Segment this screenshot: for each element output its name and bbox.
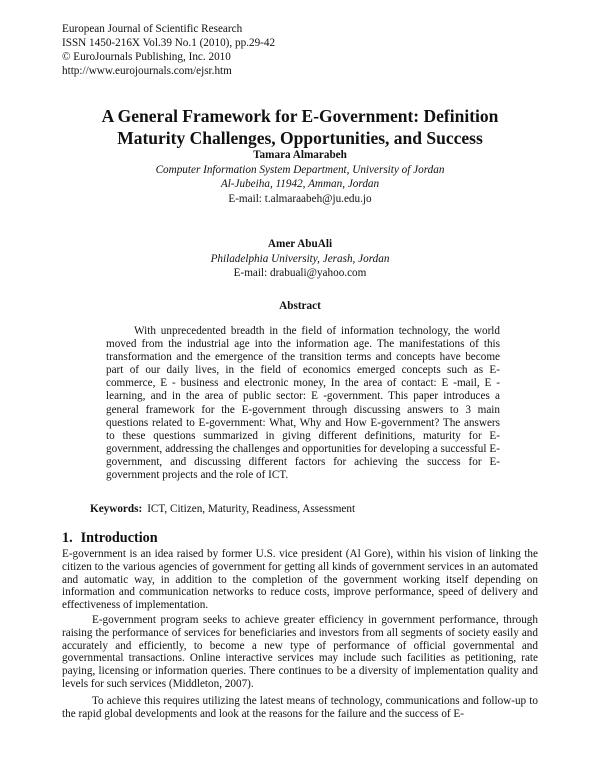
title-line-2: Maturity Challenges, Opportunities, and Success <box>117 128 483 148</box>
body-paragraph-2: E-government program seeks to achieve greater efficiency in government performance, through raising the performance of services for beneficiaries and investors from all segments of society easily and accurately and efficiently, to become a new type of performance of official governmental and governmental transactions. Online interactive services may include such facilities as petitioning, rate paying, licensing or information queries. There continues to be a diversity of implementation quality and levels for such services (Middleton, 2007). <box>62 614 538 690</box>
journal-header <box>62 22 275 78</box>
journal-issn: ISSN 1450-216X Vol.39 No.1 (2010), pp.29-42 <box>62 37 276 49</box>
keywords-label: Keywords: <box>90 503 143 515</box>
keywords-value: ICT, Citizen, Maturity, Readiness, Assessment <box>147 503 356 515</box>
keywords <box>90 503 355 515</box>
body-paragraph-1: E-government is an idea raised by former U.S. vice president (Al Gore), within his vision of linking the citizen to the various agencies of government for getting all kinds of government services in an automated and automatic way, in addition to the completion of the government working itself depending on information and communication networks to reduce costs, improve performance, speed of delivery and effectiveness of implementation. <box>62 548 538 612</box>
author-block-2 <box>62 237 538 281</box>
author-email: E-mail: t.almaraabeh@ju.edu.jo <box>228 192 372 205</box>
journal-copyright: © EuroJournals Publishing, Inc. 2010 <box>62 51 231 63</box>
author-email: E-mail: drabuali@yahoo.com <box>233 267 367 280</box>
author-affiliation: Computer Information System Department, University of Jordan <box>155 163 445 176</box>
author-name: Tamara Almarabeh <box>253 149 347 161</box>
paper-title <box>62 105 538 149</box>
journal-name: European Journal of Scientific Research <box>62 23 243 35</box>
author-affiliation: Philadelphia University, Jerash, Jordan <box>210 252 390 265</box>
journal-url: http://www.eurojournals.com/ejsr.htm <box>62 65 232 77</box>
abstract-heading: Abstract <box>279 300 321 312</box>
author-block-1 <box>62 148 538 206</box>
section-heading <box>62 530 166 547</box>
author-address: Al-Jubeiha, 11942, Amman, Jordan <box>220 178 380 191</box>
author-name: Amer AbuAli <box>267 238 333 250</box>
title-line-1: A General Framework for E-Government: Definition <box>101 106 499 126</box>
body-paragraph-3: To achieve this requires utilizing the latest means of technology, communications and follow-up to the rapid global developments and look at the reasons for the failure and the success of E- <box>62 695 538 720</box>
section-title: Introduction <box>80 530 158 546</box>
abstract-text: With unprecedented breadth in the field of information technology, the world moved from the industrial age into the information age. The manifestations of this transformation and the emergence of the transition terms and concepts have become part of our daily lives, in the field of economics emerged concepts such as E- commerce, E - business and electronic money, In the area of contact: E -mail, E -learning, and in the area of public sector: E -government. This paper introduces a general framework for the E-government through discussing answers to 3 main questions related to E-government: What, Why and How E-government? The answers to these questions summarized in giving different definitions, maturity for E-government, addressing the challenges and opportunities for developing a successful E-government, and discussing different factors for achieving the success for E-government projects and the role of ICT. <box>106 325 500 482</box>
section-number: 1. <box>62 530 73 546</box>
